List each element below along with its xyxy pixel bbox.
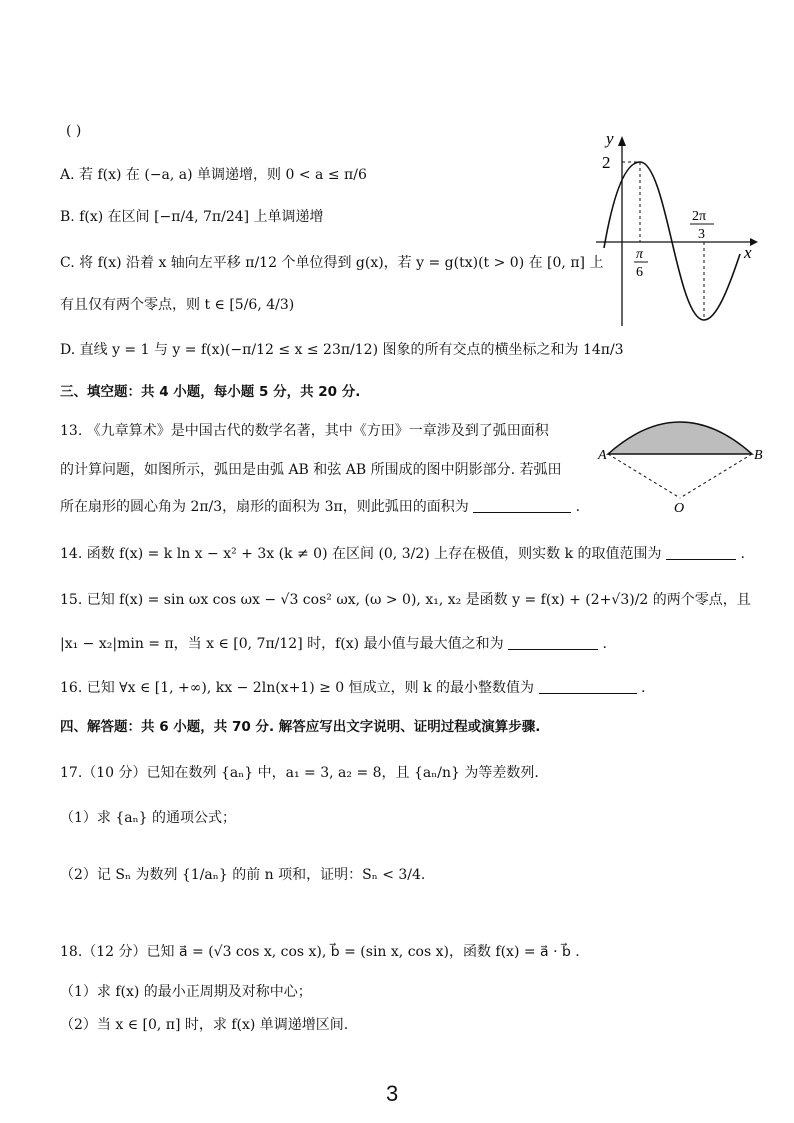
option-b: B. f(x) 在区间 [−π/4, 7π/24] 上单调递增 [60, 209, 324, 225]
q14-text: 14. 函数 f(x) = k ln x − x² + 3x (k ≠ 0) 在区间 (0, 3/2) 上存在极值，则实数 k 的取值范围为 [60, 546, 662, 562]
section-4-heading: 四、解答题：共 6 小题，共 70 分. 解答应写出文字说明、证明过程或演算步骤. [60, 719, 541, 735]
x-axis-label: x [744, 243, 752, 262]
q17-stem: 17.（10 分）已知在数列 {aₙ} 中，a₁ = 3, a₂ = 8，且 {aₙ/n} 为等差数列. [60, 765, 539, 781]
q17-part1: （1）求 {aₙ} 的通项公式； [60, 810, 237, 826]
arc-field-figure [596, 412, 768, 516]
option-c-line2: 有且仅有两个零点，则 t ∈ [5/6, 4/3) [60, 297, 295, 313]
q13-answer-blank[interactable] [473, 512, 571, 513]
q13-line3 [60, 500, 580, 514]
radius-oa [608, 454, 680, 498]
section-3-heading: 三、填空题：共 4 小题，每小题 5 分，共 20 分. [60, 384, 361, 400]
q16-line [60, 681, 645, 695]
shaded-segment [608, 422, 752, 454]
answer-paren: ( ) [66, 123, 82, 139]
x-tick2-den: 3 [698, 227, 705, 242]
sine-curve [604, 162, 740, 320]
q18-part1: （1）求 f(x) 的最小正周期及对称中心； [60, 984, 312, 1000]
q15-answer-blank[interactable] [508, 649, 598, 650]
q13-line3-text: 所在扇形的圆心角为 2π/3，扇形的面积为 3π，则此弧田的面积为 [60, 499, 469, 515]
q14-line [60, 547, 745, 561]
y-axis-label: y [606, 130, 614, 148]
option-c-line1: C. 将 f(x) 沿着 x 轴向左平移 π/12 个单位得到 g(x)，若 y = g(tx)(t > 0) 在 [0, π] 上 [60, 255, 604, 271]
q15-line2-text: |x₁ − x₂|min = π，当 x ∈ [0, 7π/12] 时，f(x) 最小值与最大值之和为 [60, 636, 504, 652]
q15-period: . [602, 636, 607, 652]
radius-ob [680, 454, 752, 498]
page-number: 3 [386, 1081, 399, 1106]
q14-period: . [740, 546, 745, 562]
y-max-label: 2 [602, 153, 611, 172]
q13-line2: 的计算问题，如图所示，弧田是由弧 AB 和弦 AB 所围成的图中阴影部分. 若弧田 [60, 462, 562, 478]
q16-text: 16. 已知 ∀x ∈ [1, +∞), kx − 2ln(x+1) ≥ 0 恒成立，则 k 的最小整数值为 [60, 680, 535, 696]
q17-part2: （2）记 Sₙ 为数列 {1/aₙ} 的前 n 项和，证明：Sₙ < 3/4. [60, 867, 426, 883]
y-axis-arrow [618, 136, 626, 146]
option-a: A. 若 f(x) 在 (−a, a) 单调递增，则 0 < a ≤ π/6 [60, 167, 367, 183]
q15-line2 [60, 637, 607, 651]
point-o-label: O [674, 501, 685, 516]
q16-period: . [640, 680, 646, 696]
sine-graph [590, 130, 760, 330]
q18-stem: 18.（12 分）已知 a⃗ = (√3 cos x, cos x), b⃗ = (sin x, cos x)，函数 f(x) = a⃗ · b⃗ . [60, 944, 580, 960]
x-tick2-num: 2π [692, 209, 707, 224]
x-tick1-num: π [636, 247, 644, 262]
q16-answer-blank[interactable] [539, 693, 637, 694]
q14-answer-blank[interactable] [666, 559, 736, 560]
option-d: D. 直线 y = 1 与 y = f(x)(−π/12 ≤ x ≤ 23π/12) 图象的所有交点的横坐标之和为 14π/3 [60, 342, 624, 358]
point-b-label: B [754, 448, 763, 463]
point-a-label: A [598, 448, 607, 463]
q18-part2: （2）当 x ∈ [0, π] 时，求 f(x) 单调递增区间. [60, 1017, 349, 1033]
q13-line1: 13. 《九章算术》是中国古代的数学名著，其中《方田》一章涉及到了弧田面积 [60, 423, 549, 439]
q13-period: . [575, 499, 581, 515]
q15-line1: 15. 已知 f(x) = sin ωx cos ωx − √3 cos² ωx, (ω > 0), x₁, x₂ 是函数 y = f(x) + (2+√3)/2 的两个零点，且 [60, 592, 751, 608]
x-tick1-den: 6 [636, 265, 643, 280]
